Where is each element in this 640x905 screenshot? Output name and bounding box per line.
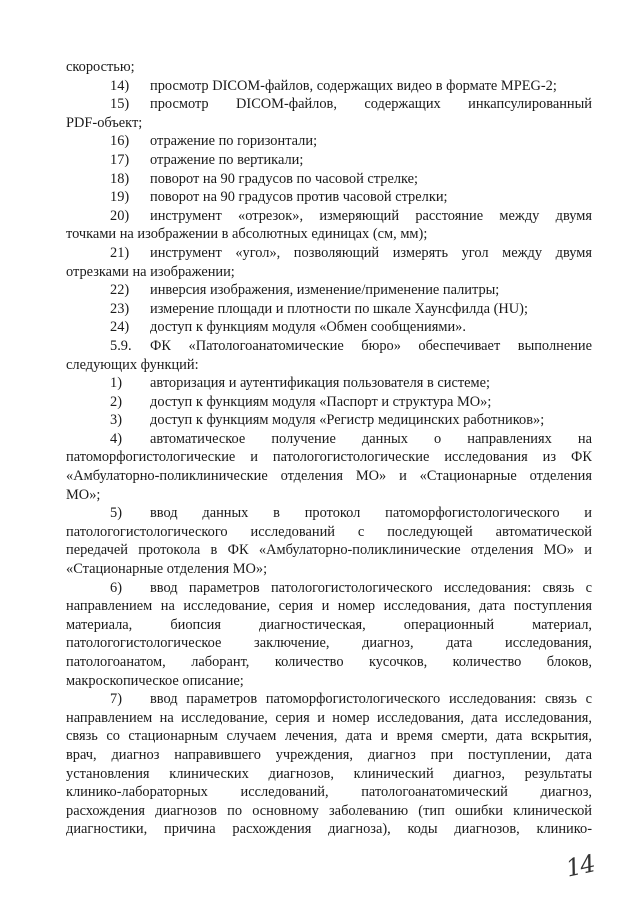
item-number: 14) bbox=[110, 77, 130, 94]
item-number: 6) bbox=[110, 579, 122, 596]
text-line: материала, биопсия диагностическая, операционный материал, bbox=[66, 616, 592, 633]
item-text: ввод параметров патоморфогистологического исследования: связь с bbox=[150, 691, 592, 708]
item-number: 7) bbox=[110, 691, 122, 708]
list-item bbox=[66, 281, 592, 300]
text-line: скоростью; bbox=[66, 59, 135, 75]
text-line: МО»; bbox=[66, 486, 101, 503]
list-item bbox=[66, 318, 592, 337]
text-line: направлением на исследование, серия и номер исследования, дата поступления bbox=[66, 598, 592, 615]
text-line: патологоанатом, лаборант, количество кусочков, количество блоков, bbox=[66, 654, 592, 670]
list-item bbox=[66, 77, 592, 96]
text-line: макроскопическое описание; bbox=[66, 672, 244, 689]
list-item bbox=[66, 579, 592, 598]
text-line: направлением на исследование, серия и номер исследования, дата исследования, bbox=[66, 709, 592, 726]
list-item bbox=[66, 393, 592, 412]
item-text: ФК «Патологоанатомические бюро» обеспечивает выполнение bbox=[150, 337, 592, 354]
item-text: ввод данных в протокол патоморфогистологического и bbox=[150, 505, 592, 522]
text-line: передачей протокола в ФК «Амбулаторно-поликлинические отделения МО» и bbox=[66, 542, 592, 559]
text-line: следующих функций: bbox=[66, 356, 199, 373]
section-item bbox=[66, 337, 592, 356]
item-text: инверсия изображения, изменение/применение палитры; bbox=[150, 282, 500, 299]
list-item bbox=[66, 95, 592, 114]
item-number: 15) bbox=[110, 96, 130, 113]
text-line: патологогистологическое заключение, диагноз, дата исследования, bbox=[66, 635, 592, 652]
item-number: 3) bbox=[110, 412, 122, 429]
text-line: связь со стационарным случаем лечения, дата и время смерти, дата вскрытия, bbox=[66, 728, 592, 745]
item-text: автоматическое получение данных о направлениях на bbox=[150, 430, 592, 447]
item-number: 24) bbox=[110, 319, 130, 336]
item-text: ввод параметров патологогистологического исследования: связь с bbox=[150, 579, 592, 596]
list-item bbox=[66, 244, 592, 263]
list-item bbox=[66, 188, 592, 207]
item-number: 16) bbox=[110, 133, 130, 150]
item-text: доступ к функциям модуля «Паспорт и структура МО»; bbox=[150, 393, 492, 410]
text-line: установления клинических диагнозов, клинический диагноз, результаты bbox=[66, 765, 592, 782]
item-number: 17) bbox=[110, 151, 130, 168]
item-text: измерение площади и плотности по шкале Хаунсфилда (HU); bbox=[150, 300, 528, 317]
text-line: точками на изображении в абсолютных единицах (см, мм); bbox=[66, 226, 428, 243]
document-page bbox=[66, 58, 592, 839]
item-text: авторизация и аутентификация пользователя в системе; bbox=[150, 375, 491, 392]
item-number: 22) bbox=[110, 282, 130, 299]
item-text: инструмент «отрезок», измеряющий расстояние между двумя bbox=[150, 207, 592, 224]
item-text: доступ к функциям модуля «Регистр медицинских работников»; bbox=[150, 412, 545, 429]
text-line: «Стационарные отделения МО»; bbox=[66, 561, 268, 578]
text-line: патологогистологического исследований с последующей автоматической bbox=[66, 523, 592, 540]
text-line: расхождения диагнозов по основному заболеванию (тип ошибки клинической bbox=[66, 802, 592, 819]
item-number: 5) bbox=[110, 505, 122, 522]
text-line: клинико-лабораторных исследований, патологоанатомический диагноз, bbox=[66, 784, 592, 801]
item-text: поворот на 90 градусов по часовой стрелке; bbox=[150, 170, 419, 187]
item-number: 19) bbox=[110, 189, 130, 206]
item-text: инструмент «угол», позволяющий измерять угол между двумя bbox=[150, 244, 592, 261]
list-item bbox=[66, 207, 592, 226]
item-text: отражение по горизонтали; bbox=[150, 133, 318, 150]
list-item bbox=[66, 411, 592, 430]
list-item bbox=[66, 170, 592, 189]
list-item bbox=[66, 690, 592, 709]
item-number: 2) bbox=[110, 393, 122, 410]
list-item bbox=[66, 430, 592, 449]
item-text: поворот на 90 градусов против часовой стрелки; bbox=[150, 189, 448, 206]
list-item bbox=[66, 374, 592, 393]
list-item bbox=[66, 300, 592, 319]
item-text: доступ к функциям модуля «Обмен сообщениями». bbox=[150, 319, 466, 336]
item-text: просмотр DICOM-файлов, содержащих инкапсулированный bbox=[150, 96, 592, 113]
list-item bbox=[66, 132, 592, 151]
text-line: врач, диагноз направившего учреждения, диагноз при поступлении, дата bbox=[66, 746, 592, 763]
item-number: 23) bbox=[110, 300, 130, 317]
text-line: патоморфогистологические и патологогистологические исследования из ФК bbox=[66, 449, 592, 466]
item-text: отражение по вертикали; bbox=[150, 151, 304, 168]
item-number: 20) bbox=[110, 207, 130, 224]
item-text: просмотр DICOM-файлов, содержащих видео в формате MPEG-2; bbox=[150, 77, 557, 94]
item-number: 21) bbox=[110, 244, 130, 261]
text-line: диагностики, причина расхождения диагноза), коды диагнозов, клинико- bbox=[66, 821, 592, 838]
text-line: PDF-объект; bbox=[66, 114, 143, 131]
item-number: 18) bbox=[110, 170, 130, 187]
text-line: отрезками на изображении; bbox=[66, 263, 235, 280]
list-item bbox=[66, 151, 592, 170]
item-number: 5.9. bbox=[110, 337, 132, 354]
text-line: «Амбулаторно-поликлинические отделения МО» и «Стационарные отделения bbox=[66, 468, 592, 485]
item-number: 1) bbox=[110, 375, 122, 392]
item-number: 4) bbox=[110, 430, 122, 447]
page-number: 14 bbox=[563, 849, 598, 883]
list-item bbox=[66, 504, 592, 523]
